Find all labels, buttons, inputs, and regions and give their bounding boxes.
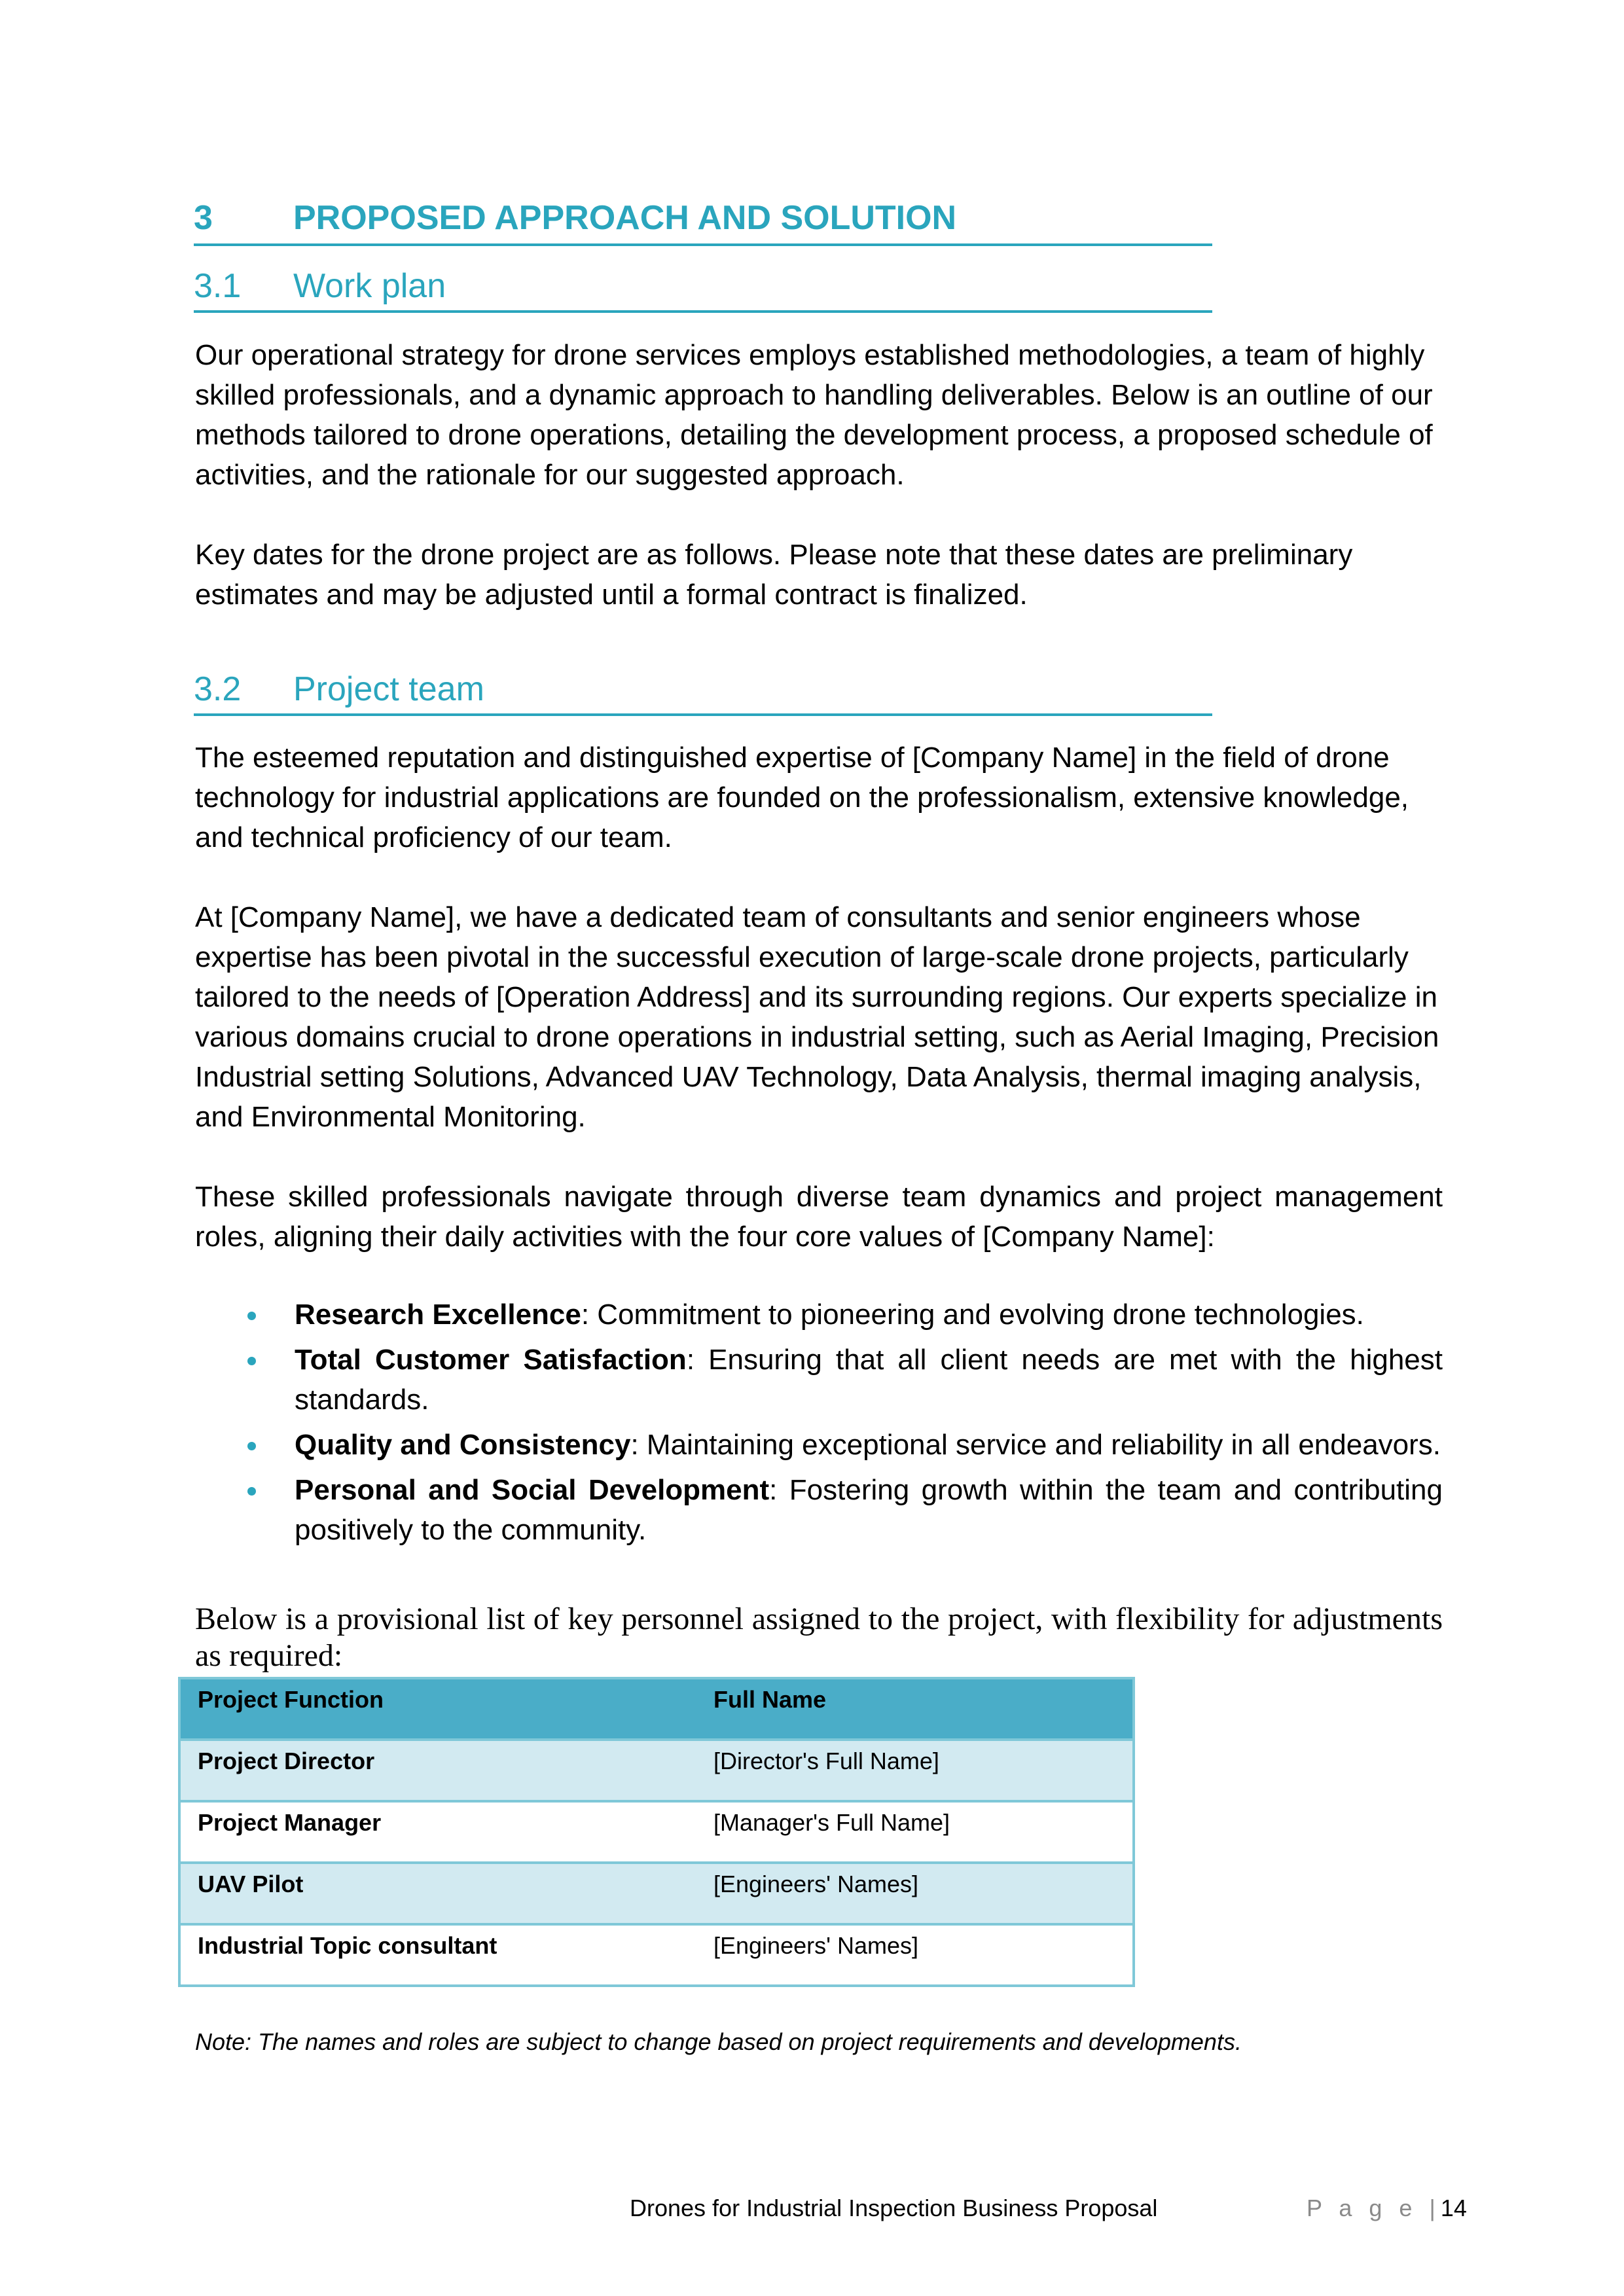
table-note: Note: The names and roles are subject to change based on project requirements and developments. (195, 2028, 1242, 2055)
subsection-number: 3.2 (194, 670, 242, 708)
personnel-table (178, 1677, 1135, 1987)
work-plan-paragraph-1: Our operational strategy for drone services employs established methodologies, a team of highly skilled professionals, and a dynamic approach to handling deliverables. Below is an outline of our methods tailored to drone operations, detailing the development process, a proposed schedule of activities, and the rationale for our suggested approach. (195, 339, 1433, 491)
function-cell: Project Manager (198, 1809, 382, 1836)
footer-document-title: Drones for Industrial Inspection Business Proposal (630, 2195, 1158, 2221)
bullet-icon (247, 1487, 256, 1496)
work-plan-paragraph-2: Key dates for the drone project are as follows. Please note that these dates are preliminary estimates and may be adjusted until a formal contract is finalized. (195, 539, 1353, 611)
value-term: Quality and Consistency (295, 1429, 631, 1461)
list-item (195, 1470, 1443, 1550)
column-header-function: Project Function (179, 1678, 696, 1740)
page-separator: | (1429, 2195, 1441, 2221)
function-cell: UAV Pilot (179, 1863, 696, 1924)
section-heading (194, 194, 1212, 246)
footer-page-indicator (1307, 2193, 1467, 2224)
name-cell: [Engineers' Names] (713, 1932, 919, 1959)
bullet-icon (247, 1357, 256, 1365)
subsection-heading-work-plan (194, 262, 1212, 313)
value-description: : Ensuring that all client needs are met with the highest standards. (295, 1344, 1443, 1416)
project-team-paragraph-2: At [Company Name], we have a dedicated team of consultants and senior engineers whose expertise has been pivotal in the successful execution of large-scale drone projects, particularly tailored to the needs of [Operation Address] and its surrounding regions. Our experts specialize in various domains crucial to drone operations in industrial setting, such as Aerial Imaging, Precision Industrial setting Solutions, Advanced UAV Technology, Data Analysis, thermal imaging analysis, and Environmental Monitoring. (195, 901, 1439, 1133)
name-cell: [Director's Full Name] (696, 1740, 1134, 1801)
table-row (179, 1740, 1134, 1801)
table-row (179, 1801, 1134, 1863)
column-header-name: Full Name (696, 1678, 1134, 1740)
page-number: 14 (1440, 2195, 1467, 2221)
project-team-paragraph-3: These skilled professionals navigate through diverse team dynamics and project management roles, aligning their daily activities with the four core values of [Company Name]: (195, 1181, 1443, 1253)
value-description: : Commitment to pioneering and evolving drone technologies. (581, 1299, 1364, 1331)
bullet-icon (247, 1312, 256, 1320)
name-cell: [Engineers' Names] (696, 1863, 1134, 1924)
table-row (179, 1924, 1134, 1986)
project-team-paragraph-1: The esteemed reputation and distinguished expertise of [Company Name] in the field of drone technology for industrial applications are founded on the professionalism, extensive knowledge, and technical proficiency of our team. (195, 742, 1409, 853)
list-item (195, 1340, 1443, 1420)
list-item (195, 1295, 1443, 1335)
function-cell: Industrial Topic consultant (198, 1932, 497, 1959)
table-row (179, 1863, 1134, 1924)
value-term: Research Excellence (295, 1299, 581, 1331)
value-term: Total Customer Satisfaction (295, 1344, 687, 1376)
subsection-heading-project-team (194, 665, 1212, 716)
bullet-icon (247, 1442, 256, 1450)
value-description: : Fostering growth within the team and contributing positively to the community. (295, 1474, 1443, 1546)
value-description: : Maintaining exceptional service and reliability in all endeavors. (630, 1429, 1441, 1461)
section-title: PROPOSED APPROACH AND SOLUTION (293, 199, 957, 237)
section-number: 3 (194, 199, 213, 237)
list-item (195, 1425, 1443, 1465)
subsection-title: Project team (293, 670, 484, 708)
core-values-list (195, 1295, 1443, 1555)
subsection-title: Work plan (293, 267, 446, 305)
value-term: Personal and Social Development (295, 1474, 770, 1506)
name-cell: [Manager's Full Name] (713, 1809, 950, 1836)
personnel-list-intro: Below is a provisional list of key personnel assigned to the project, with flexibility for adjustments as required: (195, 1602, 1443, 1673)
subsection-number: 3.1 (194, 267, 242, 305)
table-header-row (179, 1678, 1134, 1740)
function-cell: Project Director (179, 1740, 696, 1801)
page-label: P a g e (1307, 2195, 1418, 2221)
